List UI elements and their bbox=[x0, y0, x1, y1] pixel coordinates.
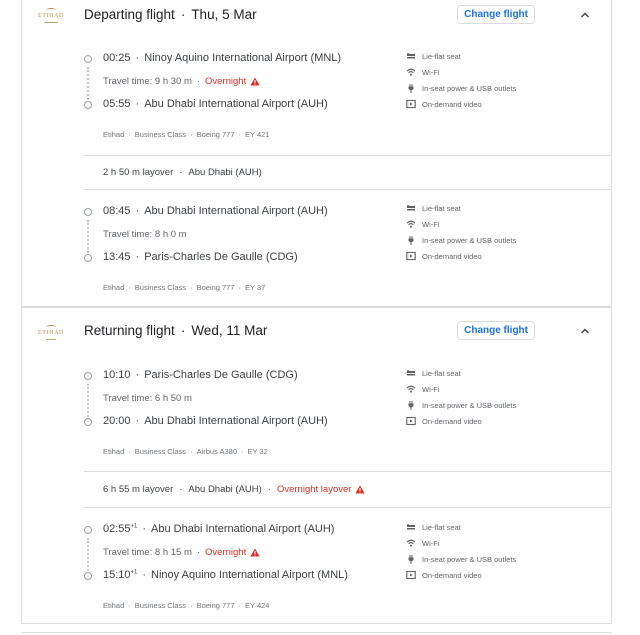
travel-time: Travel time: 8 h 0 m bbox=[103, 229, 187, 240]
travel-time: Travel time: 9 h 30 m · Overnight bbox=[103, 76, 260, 87]
video-icon bbox=[406, 570, 416, 580]
travel-time: Travel time: 6 h 50 m bbox=[103, 393, 192, 404]
flight-details: Etihad · Business Class · Boeing 777 · EY 424 bbox=[103, 601, 270, 610]
amenity-item: Lie-flat seat bbox=[406, 367, 461, 379]
departure-stop: 00:25 · Ninoy Aquino International Airport (MNL) bbox=[103, 52, 342, 64]
amenity-item: On-demand video bbox=[406, 415, 482, 427]
section-title: Departing flight bbox=[84, 7, 175, 22]
day-offset: +1 bbox=[130, 569, 138, 576]
layover-info: 2 h 50 m layover · Abu Dhabi (AUH) bbox=[103, 167, 262, 178]
chevron-up-icon[interactable] bbox=[579, 9, 591, 21]
segment-divider bbox=[84, 155, 611, 156]
amenity-item: Lie-flat seat bbox=[406, 202, 461, 214]
chevron-up-icon[interactable] bbox=[579, 325, 591, 337]
departing-header bbox=[22, 0, 611, 29]
travel-time: Travel time: 8 h 15 m · Overnight bbox=[103, 547, 260, 558]
returning-header bbox=[22, 308, 611, 338]
section-date: Thu, 5 Mar bbox=[191, 7, 257, 22]
returning-flight-card bbox=[21, 307, 612, 624]
overnight-warning: Overnight bbox=[205, 547, 247, 558]
amenity-item: On-demand video bbox=[406, 250, 482, 262]
departure-stop: 10:10 · Paris-Charles De Gaulle (CDG) bbox=[103, 369, 298, 381]
change-returning-flight-button[interactable]: Change flight bbox=[457, 321, 535, 340]
warning-icon bbox=[355, 485, 365, 494]
layover-info: 6 h 55 m layover · Abu Dhabi (AUH) · Overnight layover bbox=[103, 484, 365, 495]
arrival-stop: 20:00 · Abu Dhabi International Airport (AUH) bbox=[103, 415, 328, 427]
arrival-stop: 05:55 · Abu Dhabi International Airport (AUH) bbox=[103, 98, 328, 110]
day-offset: +1 bbox=[130, 523, 138, 530]
video-icon bbox=[406, 251, 416, 261]
flight-details: Etihad · Business Class · Airbus A380 · EY 32 bbox=[103, 447, 268, 456]
returning-title: Returning flight · Wed, 11 Mar bbox=[84, 323, 268, 338]
amenity-item: On-demand video bbox=[406, 98, 482, 110]
warning-icon bbox=[250, 548, 260, 557]
flight-segment bbox=[22, 360, 611, 470]
amenity-item: Lie-flat seat bbox=[406, 521, 461, 533]
amenity-item: Wi-Fi bbox=[406, 383, 440, 395]
segment-divider bbox=[84, 471, 611, 472]
power-plug-icon bbox=[406, 554, 416, 564]
section-title: Returning flight bbox=[84, 323, 175, 338]
overnight-layover-warning: Overnight layover bbox=[276, 484, 352, 495]
arrival-stop: 13:45 · Paris-Charles De Gaulle (CDG) bbox=[103, 251, 298, 263]
section-date: Wed, 11 Mar bbox=[191, 323, 268, 338]
segment-divider bbox=[84, 507, 611, 508]
next-card-edge bbox=[21, 632, 612, 633]
wifi-icon bbox=[406, 67, 416, 77]
overnight-warning: Overnight bbox=[205, 76, 247, 87]
wifi-icon bbox=[406, 538, 416, 548]
departing-title: Departing flight · Thu, 5 Mar bbox=[84, 7, 257, 22]
change-departing-flight-button[interactable]: Change flight bbox=[457, 5, 535, 24]
wifi-icon bbox=[406, 384, 416, 394]
flight-details: Etihad · Business Class · Boeing 777 · EY 37 bbox=[103, 283, 266, 292]
video-icon bbox=[406, 416, 416, 426]
departing-flight-card bbox=[21, 0, 612, 307]
seat-icon bbox=[406, 522, 416, 532]
seat-icon bbox=[406, 368, 416, 378]
flight-segment bbox=[22, 514, 611, 624]
seat-icon bbox=[406, 203, 416, 213]
warning-icon bbox=[250, 77, 260, 86]
amenity-item: Wi-Fi bbox=[406, 218, 440, 230]
video-icon bbox=[406, 99, 416, 109]
amenity-item: Wi-Fi bbox=[406, 537, 440, 549]
segment-divider bbox=[84, 189, 611, 190]
departure-stop: 08:45 · Abu Dhabi International Airport (AUH) bbox=[103, 205, 328, 217]
amenity-item: Wi-Fi bbox=[406, 66, 440, 78]
etihad-logo: ETIHAD bbox=[38, 3, 64, 27]
flight-details: Etihad · Business Class · Boeing 777 · EY 421 bbox=[103, 130, 270, 139]
departure-stop: $02:55^{+1}$ · Abu Dhabi International Airport (AUH) bbox=[103, 523, 335, 535]
amenity-item: Lie-flat seat bbox=[406, 50, 461, 62]
power-plug-icon bbox=[406, 83, 416, 93]
power-plug-icon bbox=[406, 400, 416, 410]
seat-icon bbox=[406, 51, 416, 61]
flight-segment bbox=[22, 44, 611, 154]
amenity-item: In-seat power & USB outlets bbox=[406, 234, 516, 246]
amenity-item: In-seat power & USB outlets bbox=[406, 399, 516, 411]
amenity-item: In-seat power & USB outlets bbox=[406, 553, 516, 565]
arrival-stop: $15:10^{+1}$ · Ninoy Aquino International Airport (MNL) bbox=[103, 569, 348, 581]
power-plug-icon bbox=[406, 235, 416, 245]
amenity-item: On-demand video bbox=[406, 569, 482, 581]
flight-segment bbox=[22, 197, 611, 307]
amenity-item: In-seat power & USB outlets bbox=[406, 82, 516, 94]
etihad-logo: ETIHAD bbox=[38, 320, 64, 344]
wifi-icon bbox=[406, 219, 416, 229]
